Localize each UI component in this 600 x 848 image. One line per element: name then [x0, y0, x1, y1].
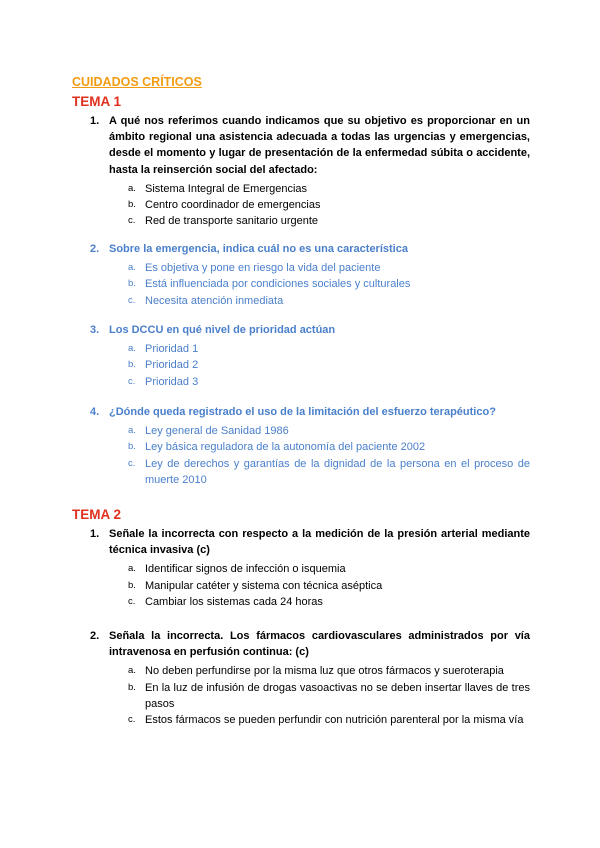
option-letter: b. — [128, 681, 136, 693]
option-a — [90, 341, 530, 357]
option-letter: c. — [128, 595, 136, 607]
question-4 — [90, 404, 530, 488]
options-list — [90, 663, 530, 728]
option-text: Prioridad 3 — [145, 375, 199, 388]
option-text: Está influenciada por condiciones sociales y culturales — [145, 278, 411, 291]
option-letter: a. — [128, 425, 136, 437]
section-heading-tema-2: TEMA 2 — [72, 507, 122, 522]
option-a — [90, 561, 530, 577]
option-b — [90, 197, 530, 213]
option-text: Prioridad 2 — [145, 359, 199, 372]
option-text: En la luz de infusión de drogas vasoactivas no se deben insertar llaves de tres pasos — [145, 681, 530, 710]
document-title: CUIDADOS CRÍTICOS — [72, 75, 202, 89]
question-number: 4. — [90, 406, 100, 418]
question-1 — [90, 113, 530, 229]
option-c — [90, 374, 530, 390]
option-c — [90, 712, 530, 728]
option-text: Ley general de Sanidad 1986 — [145, 425, 289, 438]
options-list — [90, 423, 530, 488]
question-text: Los DCCU en qué nivel de prioridad actúan — [109, 324, 336, 336]
option-text: Estos fármacos se pueden perfundir con nutrición parenteral por la misma vía — [145, 714, 524, 727]
option-letter: c. — [128, 294, 136, 306]
question-2 — [90, 628, 530, 728]
question-text: Señale la incorrecta con respecto a la medición de la presión arterial mediante técnica invasiva (c) — [109, 528, 530, 557]
option-text: Prioridad 1 — [145, 343, 199, 356]
option-letter: a. — [128, 665, 136, 677]
option-c — [90, 594, 530, 610]
question-number: 2. — [90, 243, 100, 255]
option-text: Red de transporte sanitario urgente — [145, 215, 319, 228]
option-a — [90, 423, 530, 439]
options-list — [90, 341, 530, 390]
question-3 — [90, 322, 530, 390]
option-letter: b. — [128, 278, 136, 290]
option-text: Manipular catéter y sistema con técnica aséptica — [145, 579, 383, 592]
option-b — [90, 680, 530, 712]
option-b — [90, 439, 530, 455]
question-number: 1. — [90, 528, 100, 540]
question-2 — [90, 241, 530, 309]
option-a — [90, 663, 530, 679]
option-letter: c. — [128, 457, 136, 469]
option-text: Centro coordinador de emergencias — [145, 199, 321, 212]
option-text: Sistema Integral de Emergencias — [145, 182, 308, 195]
question-number: 3. — [90, 324, 100, 336]
option-c — [90, 456, 530, 488]
option-text: No deben perfundirse por la misma luz que otros fármacos y sueroterapia — [145, 665, 504, 678]
option-b — [90, 578, 530, 594]
option-letter: b. — [128, 579, 136, 591]
option-c — [90, 293, 530, 309]
option-letter: c. — [128, 215, 136, 227]
question-text: Sobre la emergencia, indica cuál no es una característica — [109, 243, 408, 255]
options-list — [90, 561, 530, 610]
question-text: A qué nos referimos cuando indicamos que su objetivo es proporcionar en un ámbito regional una asistencia adecuada a todas las urgencias y emergencias, desde el momento y lugar de presentación de la enfermedad súbita o accidente, hasta la reinserción social del afectado: — [109, 115, 530, 176]
option-c — [90, 213, 530, 229]
option-letter: a. — [128, 262, 136, 274]
option-text: Cambiar los sistemas cada 24 horas — [145, 595, 323, 608]
option-letter: a. — [128, 182, 136, 194]
option-a — [90, 260, 530, 276]
question-number: 2. — [90, 630, 100, 642]
options-list — [90, 260, 530, 309]
option-text: Necesita atención inmediata — [145, 294, 284, 307]
option-letter: a. — [128, 343, 136, 355]
option-letter: c. — [128, 375, 136, 387]
question-number: 1. — [90, 115, 100, 127]
section-heading-tema-1: TEMA 1 — [72, 94, 122, 109]
question-text: Señala la incorrecta. Los fármacos cardiovasculares administrados por vía intravenosa en perfusión continua: (c) — [109, 630, 530, 659]
option-letter: b. — [128, 359, 136, 371]
option-text: Es objetiva y pone en riesgo la vida del paciente — [145, 262, 381, 275]
option-b — [90, 357, 530, 373]
options-list — [90, 181, 530, 230]
option-text: Identificar signos de infección o isquemia — [145, 563, 346, 576]
option-text: Ley básica reguladora de la autonomía del paciente 2002 — [145, 441, 426, 454]
option-a — [90, 181, 530, 197]
option-letter: c. — [128, 714, 136, 726]
option-text: Ley de derechos y garantías de la dignidad de la persona en el proceso de muerte 2010 — [145, 457, 530, 486]
question-text: ¿Dónde queda registrado el uso de la limitación del esfuerzo terapéutico? — [109, 406, 496, 418]
question-1 — [90, 526, 530, 610]
option-letter: b. — [128, 441, 136, 453]
option-letter: a. — [128, 563, 136, 575]
option-letter: b. — [128, 199, 136, 211]
option-b — [90, 276, 530, 292]
